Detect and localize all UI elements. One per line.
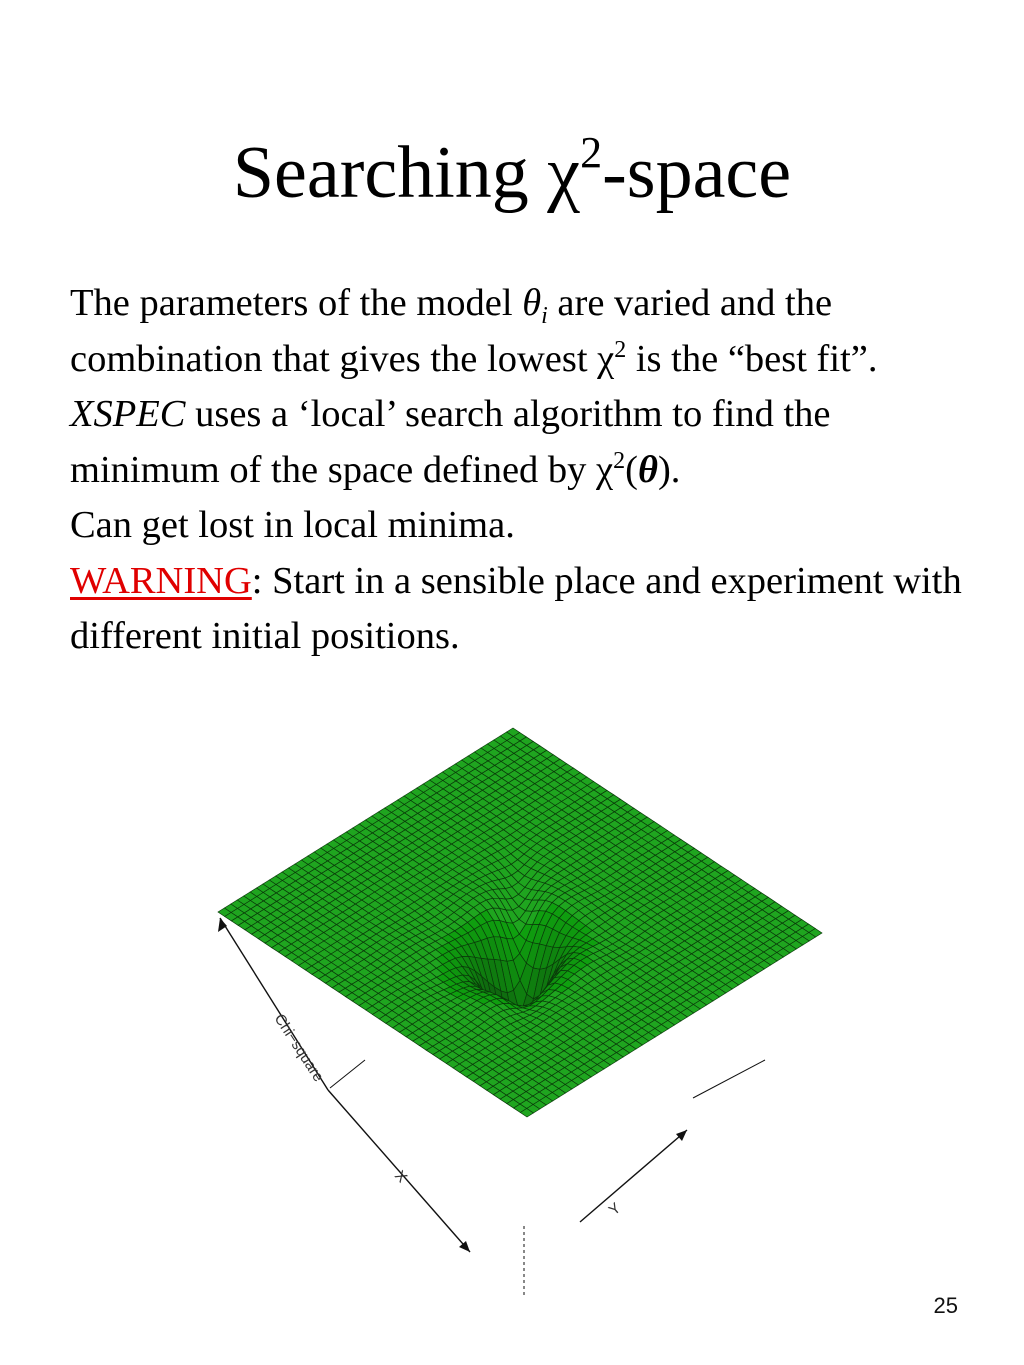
- paragraph-best-fit: The parameters of the model $\theta_i$ are varied and the combination that gives the lowest $\chi^2$ is the “best fit”.: [70, 282, 878, 380]
- paragraph-xspec: XSPEC uses a ‘local’ search algorithm to find the minimum of the space defined by $\chi^2(\theta)$.: [70, 393, 831, 491]
- axis-label-z: Chi−square: [270, 1010, 327, 1085]
- x-axis-arrowhead: [459, 1241, 470, 1252]
- y-box-edge: [693, 1060, 765, 1098]
- slide-title: Searching $\chi^2$-space: [232, 128, 792, 214]
- axis-label-x: X: [391, 1167, 411, 1187]
- y-axis-arrowhead: [676, 1130, 687, 1141]
- xspec-name: XSPEC: [70, 393, 186, 435]
- page-number: 25: [933, 1293, 958, 1318]
- z-axis-arrowhead: [218, 918, 227, 932]
- x-box-edge: [330, 1060, 365, 1088]
- paragraph-local-minima: Can get lost in local minima.: [70, 504, 515, 546]
- paragraph-warning: WARNING: Start in a sensible place and experiment with different initial positions.: [70, 559, 962, 657]
- y-axis-line: [580, 1130, 687, 1222]
- slide-body: [70, 276, 970, 665]
- warning-label: WARNING: [70, 559, 252, 602]
- chi-square-surface-plot: [195, 725, 835, 1300]
- axis-label-y: Y: [605, 1199, 625, 1220]
